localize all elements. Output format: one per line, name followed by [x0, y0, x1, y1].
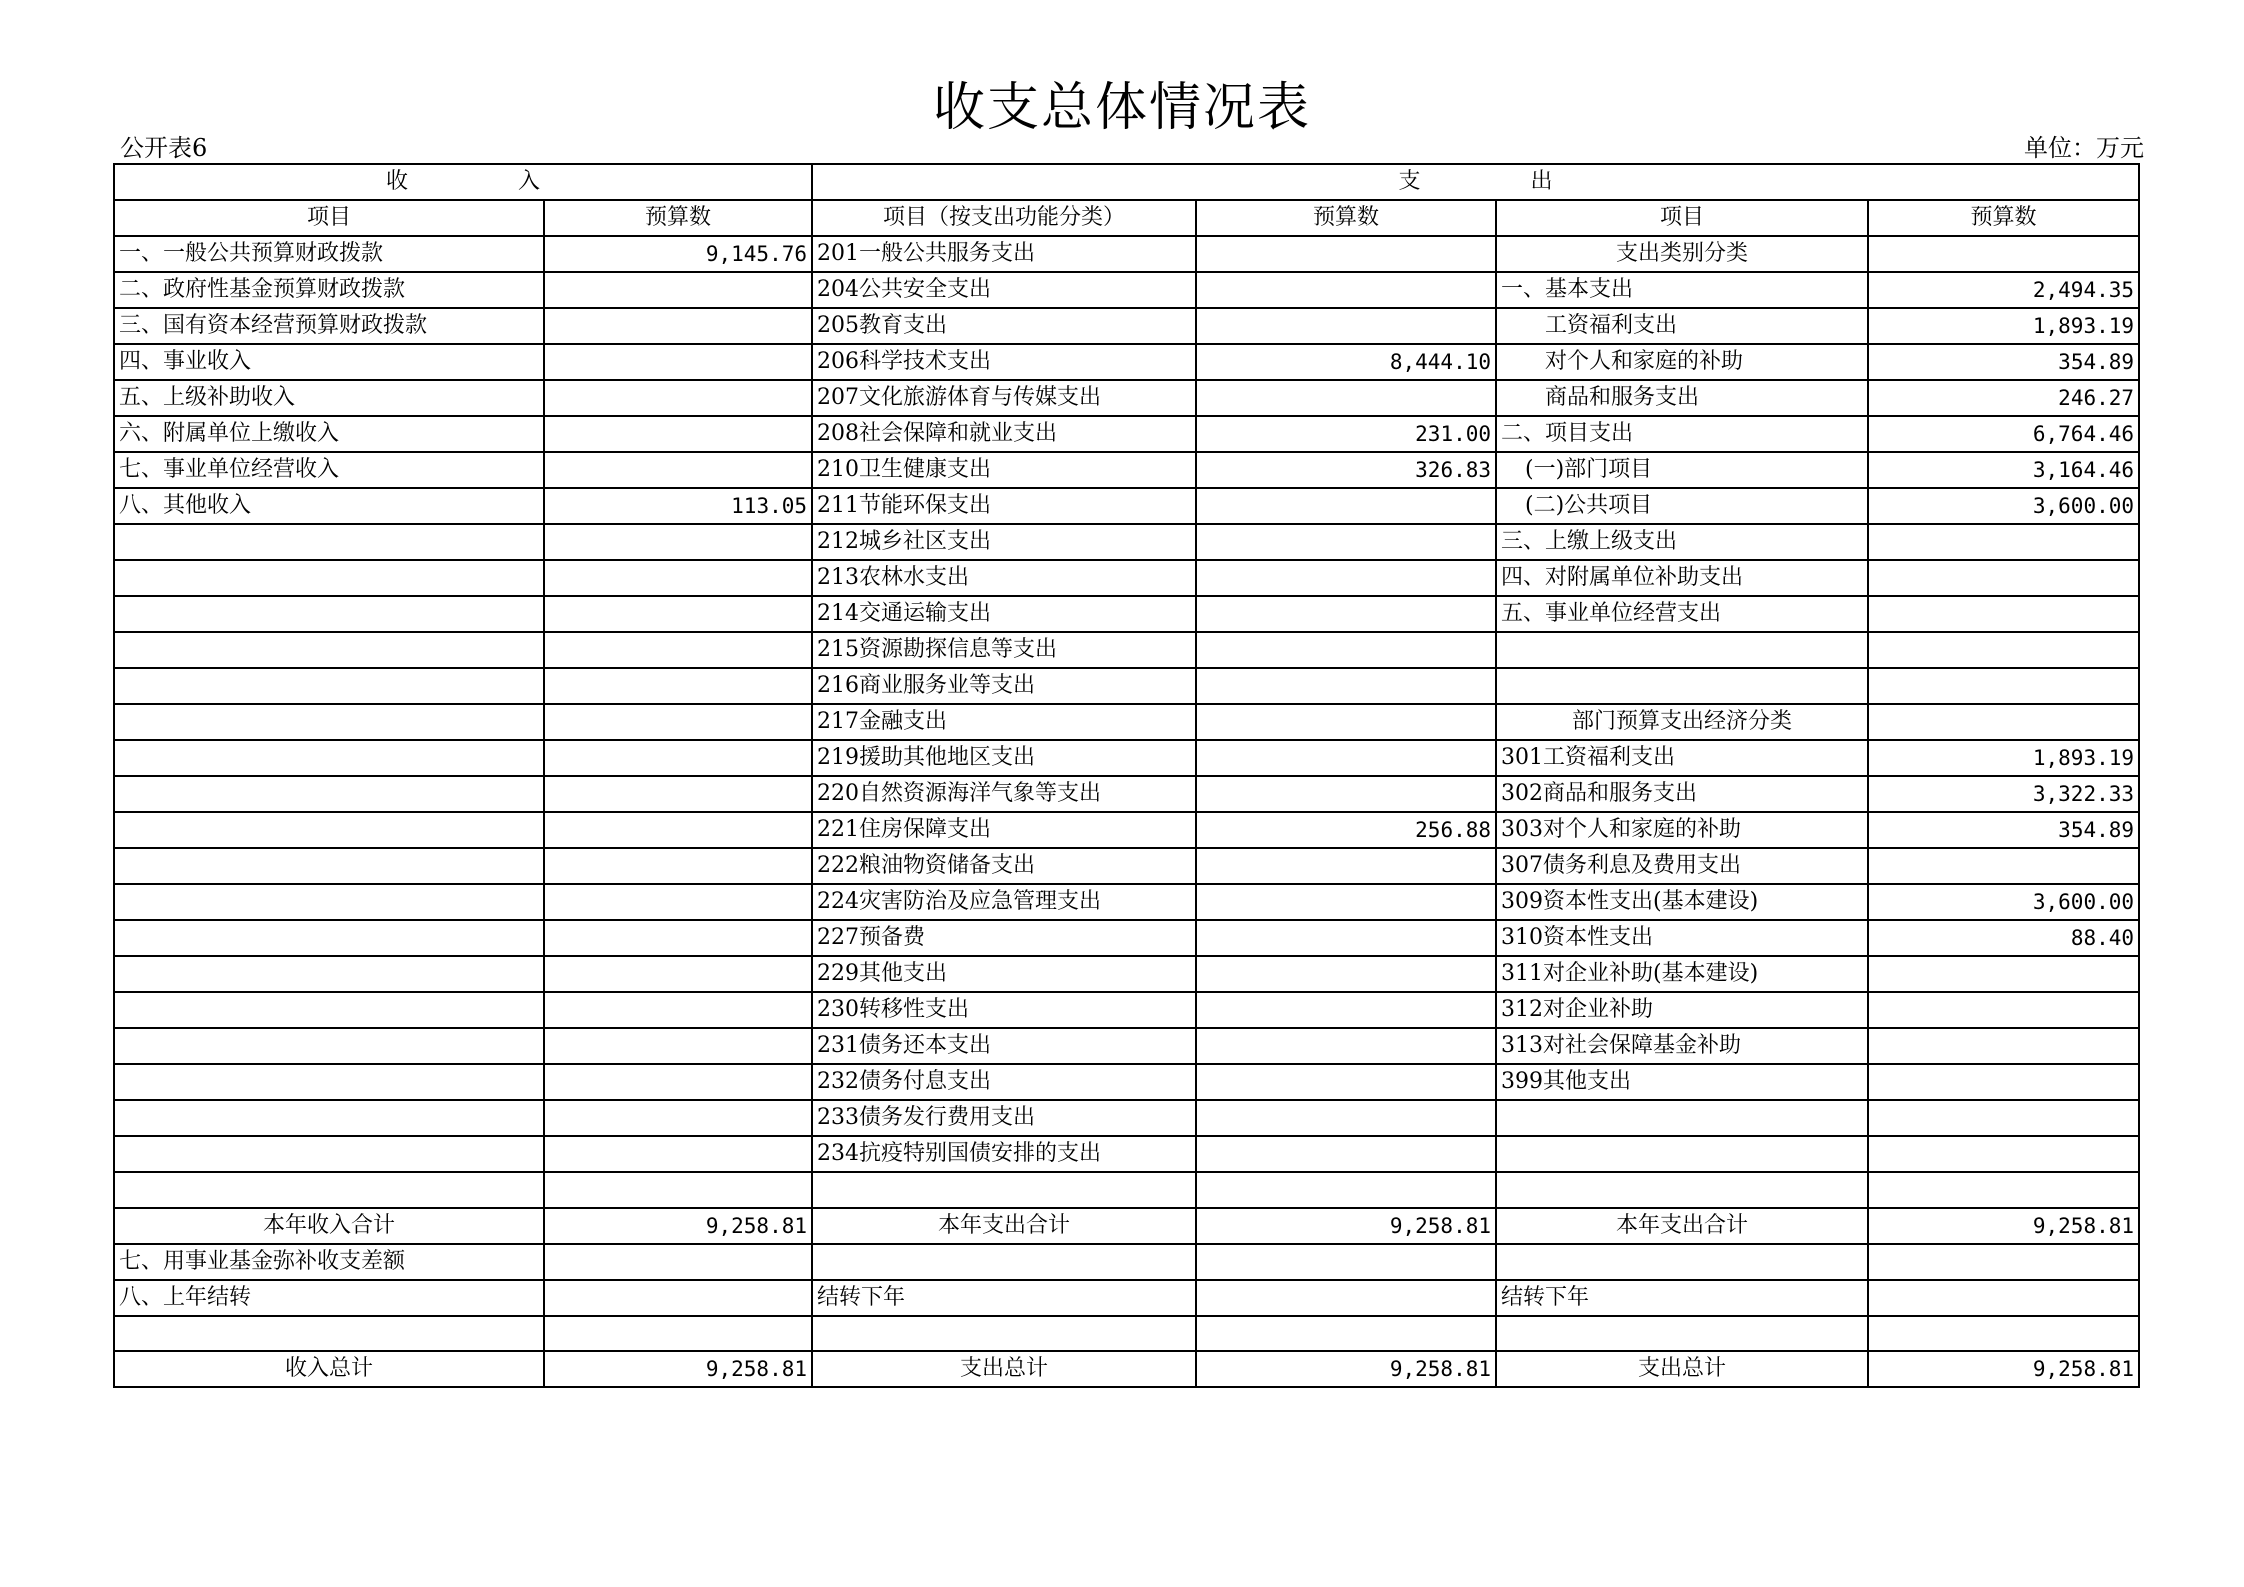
cell-category-item: 301工资福利支出: [1496, 740, 1868, 776]
cell-income-amount: [544, 380, 812, 416]
cell-category-item: [1496, 1316, 1868, 1352]
cell-income-item: 八、其他收入: [114, 488, 544, 524]
cell-income-item: [114, 920, 544, 956]
col-header-category-amount: 预算数: [1868, 200, 2139, 236]
cell-function-item: [812, 1172, 1196, 1208]
cell-function-item: 221住房保障支出: [812, 812, 1196, 848]
cell-category-amount: [1868, 1316, 2139, 1352]
cell-income-amount: [544, 740, 812, 776]
col-header-income-item: 项目: [114, 200, 544, 236]
cell-category-amount: [1868, 704, 2139, 740]
group-header-row: [114, 164, 2139, 200]
cell-function-amount: [1196, 308, 1496, 344]
cell-function-amount: [1196, 1316, 1496, 1352]
cell-income-item: [114, 884, 544, 920]
cell-function-amount: [1196, 1280, 1496, 1316]
cell-function-amount: [1196, 1028, 1496, 1064]
table-row: [114, 812, 2139, 848]
cell-function-item: 214交通运输支出: [812, 596, 1196, 632]
cell-income-item: 八、上年结转: [114, 1280, 544, 1316]
cell-income-item: [114, 776, 544, 812]
table-row: [114, 668, 2139, 704]
cell-category-item: 一、基本支出: [1496, 272, 1868, 308]
cell-function-item: 212城乡社区支出: [812, 524, 1196, 560]
page-title: 收支总体情况表: [932, 78, 1311, 138]
cell-function-item: 222粮油物资储备支出: [812, 848, 1196, 884]
cell-function-amount: [1196, 1136, 1496, 1172]
cell-category-amount: [1868, 992, 2139, 1028]
cell-income-item: [114, 740, 544, 776]
cell-category-amount: [1868, 1280, 2139, 1316]
table-row: [114, 1136, 2139, 1172]
cell-category-amount: [1868, 956, 2139, 992]
cell-function-amount: [1196, 380, 1496, 416]
cell-income-item: [114, 1136, 544, 1172]
cell-income-amount: [544, 416, 812, 452]
cell-category-amount: 2,494.35: [1868, 272, 2139, 308]
cell-function-item: 205教育支出: [812, 308, 1196, 344]
cell-income-amount: 9,145.76: [544, 236, 812, 272]
cell-function-amount: [1196, 740, 1496, 776]
cell-function-amount: [1196, 1244, 1496, 1280]
table-row: [114, 632, 2139, 668]
cell-function-item: 210卫生健康支出: [812, 452, 1196, 488]
cell-category-item: (二)公共项目: [1496, 488, 1868, 524]
cell-income-item: [114, 812, 544, 848]
table-row: [114, 1208, 2139, 1244]
cell-function-item: 224灾害防治及应急管理支出: [812, 884, 1196, 920]
cell-income-amount: [544, 812, 812, 848]
cell-income-item: [114, 668, 544, 704]
cell-function-amount: [1196, 488, 1496, 524]
cell-function-amount: [1196, 884, 1496, 920]
cell-income-amount: [544, 992, 812, 1028]
table-row: [114, 956, 2139, 992]
cell-function-amount: 256.88: [1196, 812, 1496, 848]
cell-category-item: [1496, 1172, 1868, 1208]
cell-income-amount: [544, 632, 812, 668]
cell-category-item: 商品和服务支出: [1496, 380, 1868, 416]
cell-function-item: 216商业服务业等支出: [812, 668, 1196, 704]
cell-category-item: 399其他支出: [1496, 1064, 1868, 1100]
column-header-row: [114, 200, 2139, 236]
cell-category-item: 302商品和服务支出: [1496, 776, 1868, 812]
cell-category-item: 工资福利支出: [1496, 308, 1868, 344]
cell-income-item: [114, 848, 544, 884]
table-row: [114, 1172, 2139, 1208]
table-row: [114, 776, 2139, 812]
cell-function-item: [812, 1244, 1196, 1280]
cell-function-item: 229其他支出: [812, 956, 1196, 992]
cell-category-amount: [1868, 596, 2139, 632]
cell-income-amount: [544, 596, 812, 632]
cell-income-amount: 9,258.81: [544, 1351, 812, 1387]
cell-income-item: 本年收入合计: [114, 1208, 544, 1244]
cell-function-item: 234抗疫特别国债安排的支出: [812, 1136, 1196, 1172]
table-row: [114, 704, 2139, 740]
cell-category-item: 309资本性支出(基本建设): [1496, 884, 1868, 920]
cell-function-amount: [1196, 1100, 1496, 1136]
cell-category-item: 303对个人和家庭的补助: [1496, 812, 1868, 848]
cell-income-amount: [544, 344, 812, 380]
cell-function-amount: [1196, 1064, 1496, 1100]
cell-function-item: 支出总计: [812, 1351, 1196, 1387]
cell-income-amount: [544, 308, 812, 344]
cell-category-amount: [1868, 236, 2139, 272]
table-row: [114, 560, 2139, 596]
cell-category-item: 四、对附属单位补助支出: [1496, 560, 1868, 596]
cell-category-amount: [1868, 848, 2139, 884]
cell-category-amount: 3,322.33: [1868, 776, 2139, 812]
cell-income-item: [114, 704, 544, 740]
cell-category-item: 本年支出合计: [1496, 1208, 1868, 1244]
cell-income-item: [114, 1316, 544, 1352]
table-row: [114, 596, 2139, 632]
cell-function-amount: [1196, 596, 1496, 632]
cell-income-amount: [544, 1280, 812, 1316]
table-row: [114, 884, 2139, 920]
cell-function-item: 232债务付息支出: [812, 1064, 1196, 1100]
table-row: [114, 236, 2139, 272]
cell-category-item: 三、上缴上级支出: [1496, 524, 1868, 560]
cell-income-item: [114, 956, 544, 992]
table-row: [114, 1244, 2139, 1280]
cell-income-item: [114, 1100, 544, 1136]
table-row: [114, 848, 2139, 884]
table-row: [114, 344, 2139, 380]
cell-function-amount: 326.83: [1196, 452, 1496, 488]
cell-function-amount: 231.00: [1196, 416, 1496, 452]
table-row: [114, 272, 2139, 308]
cell-income-item: 三、国有资本经营预算财政拨款: [114, 308, 544, 344]
cell-function-amount: [1196, 236, 1496, 272]
cell-income-item: [114, 992, 544, 1028]
cell-income-amount: [544, 1316, 812, 1352]
cell-income-amount: [544, 920, 812, 956]
cell-income-amount: [544, 956, 812, 992]
cell-category-item: 313对社会保障基金补助: [1496, 1028, 1868, 1064]
expense-group-header: 支 出: [812, 164, 2139, 200]
cell-category-amount: [1868, 1028, 2139, 1064]
table-row: [114, 1351, 2139, 1387]
cell-function-item: 204公共安全支出: [812, 272, 1196, 308]
cell-income-item: 收入总计: [114, 1351, 544, 1387]
cell-category-amount: 3,164.46: [1868, 452, 2139, 488]
cell-function-item: 230转移性支出: [812, 992, 1196, 1028]
cell-function-amount: [1196, 920, 1496, 956]
cell-function-amount: 8,444.10: [1196, 344, 1496, 380]
cell-function-amount: [1196, 992, 1496, 1028]
cell-category-item: [1496, 1244, 1868, 1280]
cell-income-amount: [544, 1244, 812, 1280]
cell-income-item: [114, 560, 544, 596]
cell-function-item: 231债务还本支出: [812, 1028, 1196, 1064]
cell-function-amount: 9,258.81: [1196, 1351, 1496, 1387]
cell-income-item: 五、上级补助收入: [114, 380, 544, 416]
table-row: [114, 1028, 2139, 1064]
cell-income-item: 七、事业单位经营收入: [114, 452, 544, 488]
cell-function-amount: [1196, 668, 1496, 704]
cell-function-amount: [1196, 704, 1496, 740]
cell-category-amount: [1868, 1100, 2139, 1136]
cell-category-amount: 1,893.19: [1868, 308, 2139, 344]
cell-category-amount: 354.89: [1868, 812, 2139, 848]
cell-income-amount: [544, 1028, 812, 1064]
cell-function-item: 208社会保障和就业支出: [812, 416, 1196, 452]
col-header-income-amount: 预算数: [544, 200, 812, 236]
cell-function-item: 219援助其他地区支出: [812, 740, 1196, 776]
income-expense-table: [113, 163, 2140, 1388]
cell-function-item: 215资源勘探信息等支出: [812, 632, 1196, 668]
cell-category-amount: [1868, 1244, 2139, 1280]
cell-category-amount: 9,258.81: [1868, 1351, 2139, 1387]
cell-category-item: [1496, 1136, 1868, 1172]
cell-category-item: 结转下年: [1496, 1280, 1868, 1316]
cell-income-amount: [544, 776, 812, 812]
cell-category-item: [1496, 1100, 1868, 1136]
cell-category-item: 支出类别分类: [1496, 236, 1868, 272]
table-row: [114, 488, 2139, 524]
cell-function-amount: [1196, 632, 1496, 668]
cell-category-amount: [1868, 560, 2139, 596]
cell-category-item: (一)部门项目: [1496, 452, 1868, 488]
cell-income-amount: 9,258.81: [544, 1208, 812, 1244]
cell-income-item: [114, 1064, 544, 1100]
table-row: [114, 416, 2139, 452]
cell-function-amount: [1196, 560, 1496, 596]
cell-category-item: 310资本性支出: [1496, 920, 1868, 956]
table-row: [114, 452, 2139, 488]
cell-category-amount: [1868, 632, 2139, 668]
cell-income-amount: [544, 848, 812, 884]
cell-function-amount: [1196, 776, 1496, 812]
cell-function-item: 207文化旅游体育与传媒支出: [812, 380, 1196, 416]
cell-income-item: [114, 596, 544, 632]
cell-category-item: 五、事业单位经营支出: [1496, 596, 1868, 632]
cell-income-item: [114, 1172, 544, 1208]
cell-income-amount: 113.05: [544, 488, 812, 524]
cell-function-amount: [1196, 524, 1496, 560]
cell-function-item: [812, 1316, 1196, 1352]
cell-category-amount: [1868, 668, 2139, 704]
table-number: 公开表6: [120, 134, 208, 162]
table-row: [114, 1064, 2139, 1100]
cell-function-amount: 9,258.81: [1196, 1208, 1496, 1244]
cell-function-item: 213农林水支出: [812, 560, 1196, 596]
cell-income-item: 一、一般公共预算财政拨款: [114, 236, 544, 272]
cell-category-item: 支出总计: [1496, 1351, 1868, 1387]
cell-category-amount: 88.40: [1868, 920, 2139, 956]
cell-income-item: [114, 632, 544, 668]
table-row: [114, 524, 2139, 560]
cell-category-item: 对个人和家庭的补助: [1496, 344, 1868, 380]
cell-income-item: 二、政府性基金预算财政拨款: [114, 272, 544, 308]
cell-function-amount: [1196, 272, 1496, 308]
cell-function-item: 211节能环保支出: [812, 488, 1196, 524]
cell-income-item: 四、事业收入: [114, 344, 544, 380]
table-row: [114, 1100, 2139, 1136]
cell-function-item: 227预备费: [812, 920, 1196, 956]
cell-category-item: 307债务利息及费用支出: [1496, 848, 1868, 884]
table-row: [114, 1316, 2139, 1352]
cell-function-item: 217金融支出: [812, 704, 1196, 740]
cell-category-amount: 3,600.00: [1868, 884, 2139, 920]
cell-income-item: [114, 1028, 544, 1064]
cell-function-item: 233债务发行费用支出: [812, 1100, 1196, 1136]
cell-category-amount: [1868, 1064, 2139, 1100]
cell-income-amount: [544, 1100, 812, 1136]
cell-function-amount: [1196, 848, 1496, 884]
cell-income-amount: [544, 668, 812, 704]
table-row: [114, 380, 2139, 416]
col-header-function-item: 项目（按支出功能分类）: [812, 200, 1196, 236]
cell-category-amount: [1868, 524, 2139, 560]
cell-category-amount: [1868, 1172, 2139, 1208]
cell-income-amount: [544, 452, 812, 488]
cell-income-amount: [544, 1064, 812, 1100]
cell-function-amount: [1196, 956, 1496, 992]
cell-income-amount: [544, 524, 812, 560]
cell-category-item: [1496, 668, 1868, 704]
table-row: [114, 1280, 2139, 1316]
cell-category-amount: 9,258.81: [1868, 1208, 2139, 1244]
cell-function-item: 206科学技术支出: [812, 344, 1196, 380]
cell-category-amount: [1868, 1136, 2139, 1172]
cell-income-amount: [544, 1172, 812, 1208]
cell-function-item: 结转下年: [812, 1280, 1196, 1316]
table-row: [114, 920, 2139, 956]
cell-category-item: 312对企业补助: [1496, 992, 1868, 1028]
cell-category-amount: 6,764.46: [1868, 416, 2139, 452]
table-row: [114, 308, 2139, 344]
cell-category-amount: 1,893.19: [1868, 740, 2139, 776]
table-row: [114, 740, 2139, 776]
cell-category-item: 二、项目支出: [1496, 416, 1868, 452]
unit-label: 单位：万元: [2024, 134, 2144, 162]
cell-income-amount: [544, 704, 812, 740]
cell-category-amount: 3,600.00: [1868, 488, 2139, 524]
cell-function-amount: [1196, 1172, 1496, 1208]
cell-function-item: 220自然资源海洋气象等支出: [812, 776, 1196, 812]
cell-function-item: 201一般公共服务支出: [812, 236, 1196, 272]
col-header-category-item: 项目: [1496, 200, 1868, 236]
cell-category-amount: 246.27: [1868, 380, 2139, 416]
cell-income-item: 七、用事业基金弥补收支差额: [114, 1244, 544, 1280]
cell-function-item: 本年支出合计: [812, 1208, 1196, 1244]
cell-income-item: [114, 524, 544, 560]
cell-category-amount: 354.89: [1868, 344, 2139, 380]
cell-income-item: 六、附属单位上缴收入: [114, 416, 544, 452]
col-header-function-amount: 预算数: [1196, 200, 1496, 236]
cell-income-amount: [544, 884, 812, 920]
cell-income-amount: [544, 1136, 812, 1172]
cell-income-amount: [544, 560, 812, 596]
cell-category-item: 311对企业补助(基本建设): [1496, 956, 1868, 992]
cell-category-item: 部门预算支出经济分类: [1496, 704, 1868, 740]
cell-income-amount: [544, 272, 812, 308]
income-group-header: 收 入: [114, 164, 812, 200]
table-row: [114, 992, 2139, 1028]
cell-category-item: [1496, 632, 1868, 668]
